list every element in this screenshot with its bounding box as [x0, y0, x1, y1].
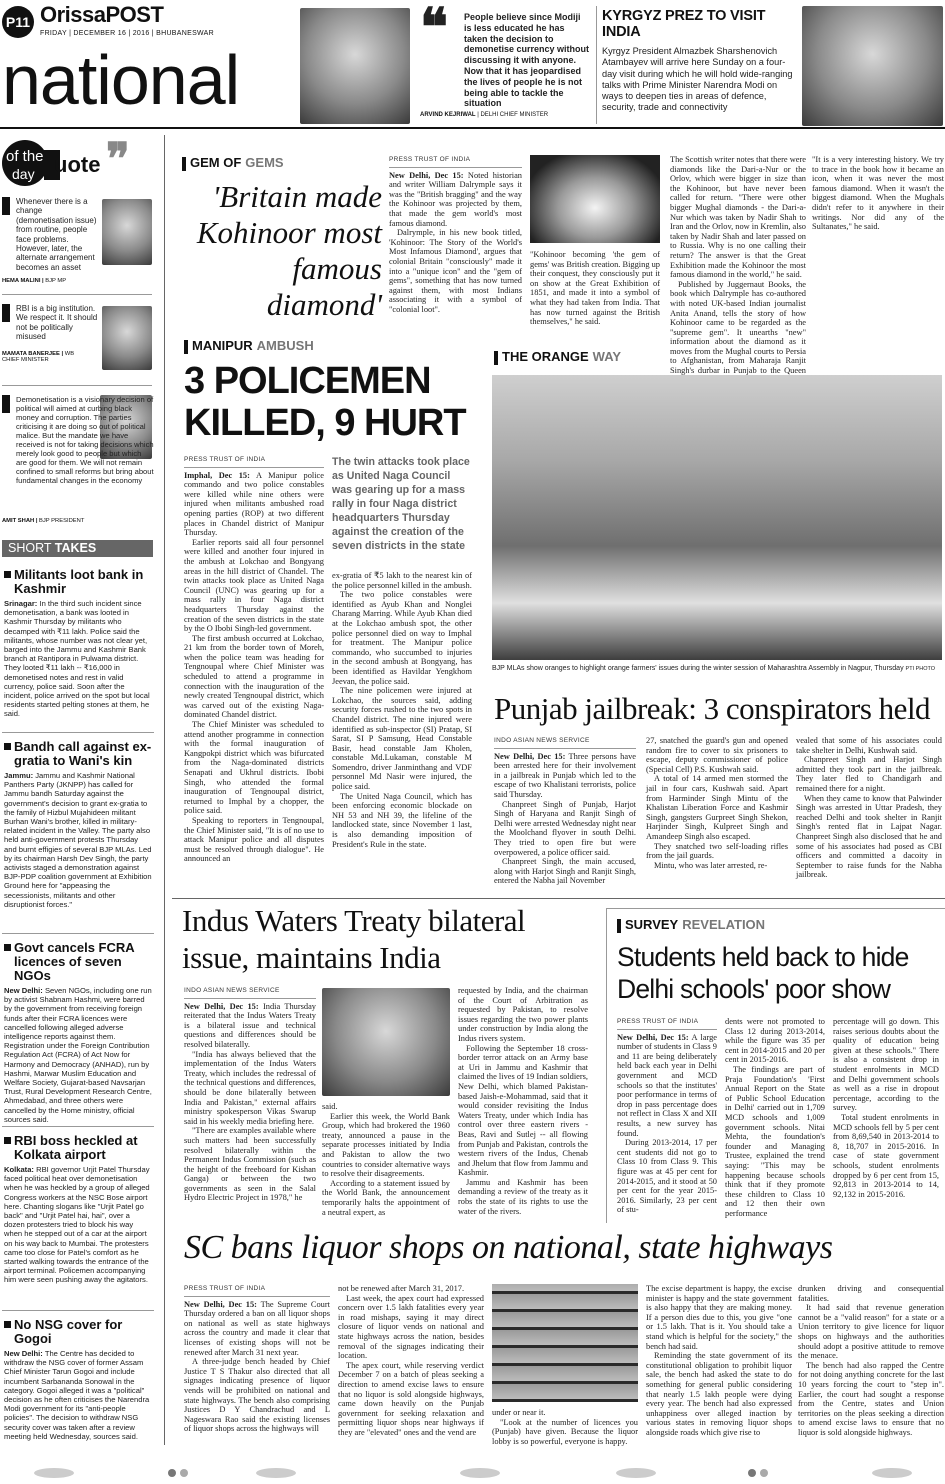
punjab-col-3: vealed that some of his associates could take shelter in Delhi, Kushwah said. Chanpreet Singh and Harjot Singh admitted they took part in the jailbreak. They later fled to Chandigarh and remained there for a night. When they came to know that Palwinder Singh was arrested in Uttar Pradesh, they reached Delhi and took shelter in Ranjit Singh's rented flat in Lajpat Nagar. Chanpreet Singh also disclosed that he and some of his associates had posed as CBI officers and committed a dacoity in September to raise funds for the Nabha jailbreak.: [796, 736, 942, 880]
liquor-col-5: drunken driving and consequential fatalities. It had said that revenue generation cannot be a "valid reason" for a state or a Union territory to give licence for liquor shops on highways and the authorities should adopt a positive attitude to remove the menace. The bench had also rapped the Centre for not doing anything concrete for the last 10 years forcing the court to "step in". Earlier, the court had sought a response from the Centre, states and Union territories on the pleas seeking a direction to amend excise laws to ensure that no liquor is sold alongside highways.: [798, 1284, 944, 1437]
top-quote-author: ARVIND KEJRIWAL: [420, 112, 476, 118]
manipur-deck: The twin attacks took place as United Naga Council was gearing up for a mass rally in four Naga district headquarters Thursday against the creation of the seven districts in the state: [332, 456, 470, 552]
indus-col-3: requested by India, and the chairman of the Court of Arbitration as requested by Pakistan, to resolve issues regarding the two power plants under construction by India along the Indus rivers system. Following the September 18 cross-border terror attack on an Army base at Uri in Jammu and Kashmir that claimed the lives of 19 Indian soldiers, New Delhi, which blamed Pakistan-based Jaish-e-Mohammad, said that it would consider revisiting the Indus Waters Treaty, under which India has control over three eastern rivers - Beas, Ravi and Sutlej -- all flowing from Punjab and Pakistan, controls the western rivers of the Indus, Chenab and Jhelum that flow from Jammu and Kashmir. Jammu and Kashmir has been demanding a review of the treaty as it robs the state of its rights to use the water of the rivers.: [458, 986, 589, 1216]
short-take-headline: Govt cancels FCRA licences of seven NGOs: [4, 941, 152, 983]
mamata-banerjee-photo: [102, 306, 152, 370]
short-take-headline: RBI boss heckled at Kolkata airport: [4, 1134, 152, 1162]
kyrgyz-brief: [602, 8, 802, 124]
punjab-headline: Punjab jailbreak: 3 conspirators held: [494, 691, 931, 726]
manipur-headline: 3 POLICEMEN KILLED, 9 HURT: [184, 360, 466, 444]
survey-col-1: PRESS TRUST OF INDIA New Delhi, Dec 15: A large number of students in Class 9 and 11 are being deliberately held back each year in Delhi government and MCD schools so that the institutes' poor performance in terms of drop in pass percentage does not reflect in Class X and XII results, a new survey has found. During 2013-2014, 17 per cent students did not go to Class 10 from Class 9. This figure was at 45 per cent for 2014-2015, and it stood at 50 per cent for the year 2015-2016. Similarly, 23 per cent of stu-: [617, 1018, 717, 1215]
kyrgyz-headline: KYRGYZ PREZ TO VISIT INDIA: [602, 8, 766, 40]
kohinoor-headline: 'Britain made Kohinoor most famous diamond': [196, 179, 382, 322]
photo-credit: PTI PHOTO: [905, 666, 936, 672]
registration-strip: [0, 1458, 945, 1484]
top-quote-role: DELHI CHIEF MINISTER: [480, 112, 549, 118]
kohinoor-col-4: "It is a very interesting history. We try to trace in the book how it became an icon, when it was never the most famous diamond. When it wasn't the biggest diamond. When the Mughals didn't refer to it anywhere in their writings. Nor did any of the Sultanates," he said.: [812, 155, 944, 232]
registration-mark-icon: [168, 1469, 176, 1477]
short-take-headline: Militants loot bank in Kashmir: [4, 568, 152, 596]
divider: [2, 1126, 154, 1127]
divider: [2, 933, 154, 934]
short-take-body: New Delhi: Seven NGOs, including one run by activist Shabnam Hashmi, were barred by the government from receiving foreign funds after their FCRA licences were cancelled following alleged adverse intelligence reports against them. Registration under the Foreign Contribution Regulation Act (FCRA) of Act Now for Harmony and Democracy (ANHAD), run by Hashmi, Marwar Muslim Education and Welfare Society, Gujarat-based Navsarjan Trust, Rural Development Research Centre, Ahmedabad, and three others were cancelled by the Home ministry, official sources said.: [4, 986, 152, 1124]
quote-of-day-header: [2, 135, 152, 186]
bjp-mlas-oranges-photo: [492, 375, 942, 660]
divider: [2, 732, 154, 733]
liquor-headline: SC bans liquor shops on national, state highways: [184, 1229, 833, 1266]
short-take-item: [4, 568, 152, 719]
kohinoor-kicker: GEM OF GEMS: [190, 155, 284, 170]
registration-mark-icon: [180, 1469, 188, 1477]
short-takes: [0, 540, 156, 1445]
short-takes-header: SHORT TAKES: [2, 540, 153, 557]
quote-attribution: MAMATA BANERJEE | WB CHIEF MINISTER: [2, 351, 75, 363]
quote-bar: [2, 304, 10, 322]
manipur-col-1: PRESS TRUST OF INDIA Imphal, Dec 15: A Manipur police commando and two police constables were killed while nine others were injured when militants ambushed road opening parties (ROP) at two different places in Chandel district of Manipur Thursday. Earlier reports said all four personnel were killed and another four injured in the ambush at Lokchao and Bongyang areas in the hill district of Chandel. The twin attacks took place as United Naga Council (UNC) was gearing up for a mass rally in four Naga district headquarters Thursday against the creation of the seven districts in the state by the O Ibobi Singh-led government. The first ambush occurred at Lokchao, 21 km from the border town of Moreh, when the police team was heading for Tengnoupal where Chief Minister was scheduled to attend a programme in connection with the inauguration of the newly created Tengnoupal district, which was carved out of the existing Naga-dominated Chandel district. The Chief Minister was scheduled to attend another programme in connection with the formal inauguration of Kangpokpi district which was bifurcated from the Naga-dominated districts Senapati and Ukhrul districts. Ibobi Singh, who attended the formal inauguration of Tengnoupal district, returned to Imphal by a chopper, the police said. Speaking to reporters in Tengnoupal, the Chief Minister said, "It is of no use to attack Manipur police and all disputes must be resolved through dialogue". He announced an: [184, 456, 324, 864]
registration-mark-icon: [748, 1469, 756, 1477]
masthead-rule: [0, 127, 945, 129]
paper-logo: OrissaPOST: [40, 2, 164, 27]
top-quote-attribution: ARVIND KEJRIWAL | DELHI CHIEF MINISTER: [420, 112, 549, 118]
quote-item: [2, 302, 154, 382]
manipur-col-2: ex-gratia of ₹5 lakh to the nearest kin of the police personnel killed in the ambush. The two police constables were identified as Ayub Khan and Nonglei Charang Marring. While Ayub Khan died at the Lokchao ambush spot, the other police personnel died on way to Imphal for treatment. The Manipur police commando, who succumbed to injuries in the second ambush at Bongyang, has been identified as Havildar Yengkhom Jeevan, the police said. The nine policemen were injured at Lokchao, the sources said, adding security forces rushed to the two spots in Chandel district. The nine injured were identified as sub-inspector (SI) Pratap, SI Sarat, SI P Samsung, Head Constable Basir, head constable Jam Kholen, constable Md.Lukaman, constable M Somendro, driver Janminthang and VDF personnel Md Nasir were injured, the police said. The United Naga Council, which has been enforcing economic blockade on NH 53 and NH 39, the lifeline of the landlocked state, since November 1 last, is also demanding imposition of President's Rule in the state.: [332, 571, 472, 849]
page-number-badge: P11: [2, 6, 34, 38]
short-take-body: Kolkata: RBI governor Urjit Patel Thursday faced political heat over demonetisation when he was heckled by a group of alleged Congress workers at the NSC Bose airport here. Chanting slogans like "Urjit Patel go back" and "Urjit Patel hai, hai", over a dozen protesters tried to block his way when he stepped out of a car at the airport on his way back to Mumbai. The protesters came too close for Patel's comfort as he started walking towards the entrance of the airport terminal. Policemen accompanying him were seen pushing away the agitators.: [4, 1165, 150, 1285]
quote-of-day-label-c: uote: [54, 152, 101, 177]
short-take-headline: No NSG cover for Gogoi: [4, 1318, 152, 1346]
registration-mark-icon: [760, 1469, 768, 1477]
indus-headline: Indus Waters Treaty bilateral issue, maintains India: [182, 903, 526, 975]
date-line: FRIDAY | DECEMBER 16 | 2016 | BHUBANESWAR: [40, 30, 215, 37]
quote-attribution: HEMA MALINI | BJP MP: [2, 278, 67, 284]
manipur-story: [172, 335, 490, 895]
kicker-icon: [617, 919, 621, 933]
short-take-item: [4, 1134, 152, 1285]
divider: [2, 1310, 154, 1311]
masthead: [0, 0, 300, 125]
liquor-col-4: The excise department is happy, the excise minister is happy and the state government is also happy that they are making money. If a person dies due to this, you give "one or 1.5 lakh. That is it. You should take a stand which is helpful for the society," the bench had said. Reminding the state government of its constitutional obligation to prohibit liquor sale, the bench had asked the state to do something for general public considering that nearly 1.5 lakh people were dying every year. The bench had also expressed unhappiness over alleged inaction by various states in removing liquor shops alongside roads which give rise to: [646, 1284, 792, 1437]
kejriwal-photo: [300, 8, 410, 124]
divider: [172, 898, 945, 899]
quote-item: [2, 393, 154, 528]
punjab-col-2: 27, snatched the guard's gun and opened random fire to cover to six prisoners to escape, deputy commissioner of police (Special Cell) P.S. Kushwah said. A total of 14 armed men stormed the jail in four cars, Kushwah said. Apart from Harminder Singh Mintu of the Khalistan Liberation Force and Kashmir Singh, gangsters Gurpreet Singh Shekon, Harjinder Singh, Kulpreet Singh and Amandeep Singh also escaped. They snatched two self-loading rifles from the jail guards. Mintu, who was later arrested, re-: [646, 736, 788, 870]
column-divider: [164, 135, 165, 1445]
survey-kicker: SURVEY REVELATION: [625, 917, 766, 932]
survey-headline: Students held back to hide Delhi schools' poor show: [617, 942, 909, 1004]
short-take-body: Srinagar: In the third such incident since demonetisation, a bank was looted in Kashmir Thursday by militants who decamped with ₹11 lakh. Police said the militants, whose number was not clear yet, barged into the Jammu and Kashmir Bank branch at Rantipora in Pulwama district. They looted ₹11 lakh -- ₹16,000 in demonetised notes and rest in valid currency, police said. Soon after the incident, police arrived on the spot but local residents started pelting stones at them, he said.: [4, 599, 150, 719]
quote-text: RBI is a big institution. We respect it. It should not be politically misused: [16, 304, 98, 342]
divider: [2, 385, 152, 386]
short-take-item: [4, 1318, 152, 1441]
liquor-shelves-photo: [492, 1284, 638, 1402]
indus-col-2: said. Earlier this week, the World Bank Group, which had brokered the 1960 treaty, announced a pause in the separate processes initiated by India and Pakistan to allow the two countries to consider alternative ways to resolve their disagreements. According to a statement issued by the World Bank, the announcement temporarily halts the appointment of a neutral expert, as: [322, 1102, 450, 1217]
kyrgyz-president-photo: [802, 6, 943, 126]
manipur-kicker: MANIPUR AMBUSH: [192, 338, 314, 353]
kicker-icon: [494, 351, 498, 365]
registration-mark-icon: [616, 1468, 656, 1478]
indus-col-1: INDO ASIAN NEWS SERVICE New Delhi, Dec 15: India Thursday reiterated that the Indus Waters Treaty is a bilateral issue and technical questions and differences should be resolved bilaterally. "India has always believed that the implementation of the Indus Waters Treaty, which includes the redressal of the technical questions and differences, should be done bilaterally between India and Pakistan," external affairs ministry spokesperson Vikas Swarup said in his weekly media briefing here. "There are examples available where such matters had been successfully resolved bilaterally within the Permanent Indus Commission (such as the height of the freeboard for Kishan Ganga) or between the two governments as seen in the Salal Hydro Electric Project in 1978," he: [184, 987, 316, 1203]
top-quote: [418, 0, 590, 124]
quote-bar: [2, 197, 10, 215]
quote-mark-icon: ❞: [106, 135, 130, 184]
short-take-headline: Bandh call against ex-gratia to Wani's kin: [4, 740, 152, 768]
quote-bar: [2, 395, 10, 413]
divider: [2, 294, 152, 295]
orange-photo-feature: [490, 345, 945, 685]
kohinoor-col-3: The Scottish writer notes that there were diamonds like the Dari-a-Nur or the Orlov, which were bigger in size than the Kohinoor, but have never been called for return. "There were other bigger Mughal diamonds - the Dari-a-Nur which was taken by Nadir Shah to Iran and the Orlov, now in Kremlin, also taken by Nadir Shah and later passed on to Russia. Why is no one calling their return? The answer is that the Great Exhibition made the Kohinoor the most famous diamond in the world," he said. Published by Juggernaut Books, the book which Dalrymple has co-authored with noted UK-based Indian journalist Anita Anand, tells the story of how Kohinoor came to be regarded as the "supreme gem". It unearths "new" information about the diamond as it moves from the Mughal courts to Persia to Afghanistan, from Maharaja Ranjit Singh's durbar in Punjab to the Queen: [670, 155, 806, 376]
orange-kicker: THE ORANGE WAY: [502, 349, 622, 364]
liquor-col-3: under or near it. "Look at the number of licences you (Punjab) have given. Because the liquor lobby is so powerful, everyone is happy.: [492, 1408, 638, 1446]
quote-attribution: AMIT SHAH | BJP PRESIDENT: [2, 518, 85, 524]
quote-mark-icon: ❝: [420, 0, 448, 57]
vikas-swarup-photo: [322, 988, 450, 1096]
quote-of-day-label-b: day: [12, 166, 35, 182]
quote-item: [2, 195, 154, 290]
kohinoor-col-1: PRESS TRUST OF INDIA New Delhi, Dec 15: Noted historian and writer William Dalrymple says it was the "British bragging" and the way the Kohinoor was projected by them, that made the gem world's most famous diamond. Dalrymple, in his new book titled, 'Kohinoor: The Story of the World's Most Infamous Diamond', argues that colonial Britain "consciously" made it into a "unique icon" and the "gem of gems", something that has now turned against them, with most Indians associating it with a symbol of "colonial loot".: [389, 156, 522, 314]
indus-story: [172, 900, 592, 1225]
liquor-col-1: PRESS TRUST OF INDIA New Delhi, Dec 15: The Supreme Court Thursday ordered a ban on all liquor shops on national as well as state highways across the country and made it clear that licenses of existing shops will not be renewed after March 31 next year. A three-judge bench headed by Chief Justice T S Thakur also directed that all signages indicating presence of liquor vends will be prohibited on national and state highways. The bench also comprising Justices D Y Chandrachud and L Nageswara Rao said the existing licenses of liquor shops across the highways will: [184, 1285, 330, 1434]
top-quote-text: People believe since Modiji is less educated he has taken the decision to demonetise currency without discussing it with anyone. Now that it has jeopardised the lives of people he is not being able to tackle the situation: [464, 12, 590, 109]
liquor-story: [172, 1228, 945, 1453]
kyrgyz-body: Kyrgyz President Almazbek Sharshenovich Atambayev will arrive here Sunday on a four-day visit during which he will hold wide-ranging talks with Prime Minister Narendra Modi on ways to deepen ties in areas of defence, security, trade and connectivity: [602, 46, 793, 113]
short-take-item: [4, 941, 152, 1124]
survey-col-2: dents were not promoted to Class 12 during 2013-2014, while the figure was 35 per cent in 2014-2015 and 20 per cent in 2015-2016. The findings are part of Praja Foundation's 'First Annual Report on the State of Public School Education in Delhi' carried out in 1,709 MCD schools and 1,009 government schools. Nitai Mehta, the foundation's founder and Managing Trustee, explained the trend saying: "This may be happening because schools think that if they promote these children to Class 10 and 12 then their own performance: [725, 1017, 825, 1218]
section-title: national: [2, 41, 240, 119]
hema-malini-photo: [102, 199, 152, 265]
quote-of-day-panel: [0, 135, 156, 530]
survey-col-3: percentage will go down. This raises serious doubts about the quality of education being given at these schools." There is also a consistent drop in student enrolments in MCD and Delhi government schools as well as a rise in dropout percentage, according to the survey. Total student enrolments in MCD schools fell by 5 per cent from 8,69,540 in 2013-2014 to 8, 18,707 in 2015-2016. In case of state government schools, student enrolments dropped by 6 per cent from 15, 92,813 in 2013-2014 to 14, 92,132 in 2015-2016.: [833, 1017, 939, 1199]
short-take-body: New Delhi: The Centre has decided to withdraw the NSG cover of former Assam Chief Minister Tarun Gogoi and include incumbent Sarbananda Sonowal in the category. Gogoi alleged it was a "political" decision as he often criticises the Narendra Modi government for its "anti-people policies". The decision to withdraw NSG security cover was taken after a review meeting held Wednesday, sources said.: [4, 1349, 150, 1441]
kicker-icon: [182, 157, 186, 171]
short-take-item: [4, 740, 152, 909]
orange-caption: BJP MLAs show oranges to highlight orange farmers' issues during the winter session of Maharashtra Assembly in Nagpur, Thursday PTI PHOTO: [492, 665, 936, 672]
quote-text: Demonetisation is a visionary decision of political will aimed at curbing black money and corruption. The parties criticising it are doing so out of political malice. But the mandate we have received is not for taking decisions which merely look good to people but which are good for them. We will not remain confined to small reforms but bring about fundamental changes in the economy: [16, 395, 154, 485]
kicker-icon: [184, 340, 188, 354]
registration-mark-icon: [460, 1468, 500, 1478]
punjab-story: [490, 690, 945, 900]
quote-text: Whenever there is a change (demonetisation issue) from routine, people face problems. However, later, the alternate arrangement becomes an asset: [16, 197, 97, 272]
punjab-col-1: INDO ASIAN NEWS SERVICE New Delhi, Dec 15: Three persons have been arrested here for their involvement in a jailbreak in Punjab which led to the escape of two Khalistani terrorists, police said Thursday. Chanpreet Singh of Punjab, Harjot Singh of Haryana and Ranjit Singh of Delhi were arrested Wednesday night near the Moolchand flyover in south Delhi. They tried to open fire but were overpowered, a police officer said. Chanpreet Singh, the main accused, along with Harjot Singh and Ranjit Singh, entered the Nabha jail November: [494, 737, 636, 886]
registration-mark-icon: [34, 1468, 74, 1478]
kohinoor-col-2: "Kohinoor becoming 'the gem of gems' was British creation. Bigging up their conquest, they consciously put it on show at the Great Exhibition of 1851, and made it into a symbol of what they had taken from India. That has now turned against the British themselves," he said.: [530, 250, 660, 327]
survey-story: [606, 908, 945, 1223]
divider: [596, 6, 597, 124]
quote-of-day-label-a: of the: [6, 148, 44, 165]
registration-mark-icon: [872, 1468, 912, 1478]
registration-mark-icon: [256, 1468, 296, 1478]
liquor-col-2: not be renewed after March 31, 2017. Last week, the apex court had expressed concern over 1.5 lakh fatalities every year in road mishaps, saying it may direct closure of liquor vends on national and state highways across the nation, besides removal of the signages indicating their location. The apex court, while reserving verdict December 7 on a batch of pleas seeking a direction to amend excise laws to ensure that no liquor is sold alongside highways, came down heavily on the Punjab government for seeking relaxation and permitting liquor shops near highways if they are "elevated" ones and the vend are: [338, 1284, 484, 1437]
kohinoor-crown-photo: [530, 155, 660, 243]
short-take-body: Jammu: Jammu and Kashmir National Panthers Party (JKNPP) has called for Jammu bandh Saturday against the government's decision to grant ex-gratia to the family of Hizbul Mujahideen militant Burhan Wani's brother, killed in military-related incident in the Valley. The party also held anti-government protests Thursday and burnt effigies of several BJP MLAs. Led by its chairman Harsh Dev Singh, the party activists staged a demonstration against BJP-PDP coalition government at Exhibition Ground here for "appeasing the secessionists, militants and other disruptionist forces.": [4, 771, 152, 909]
